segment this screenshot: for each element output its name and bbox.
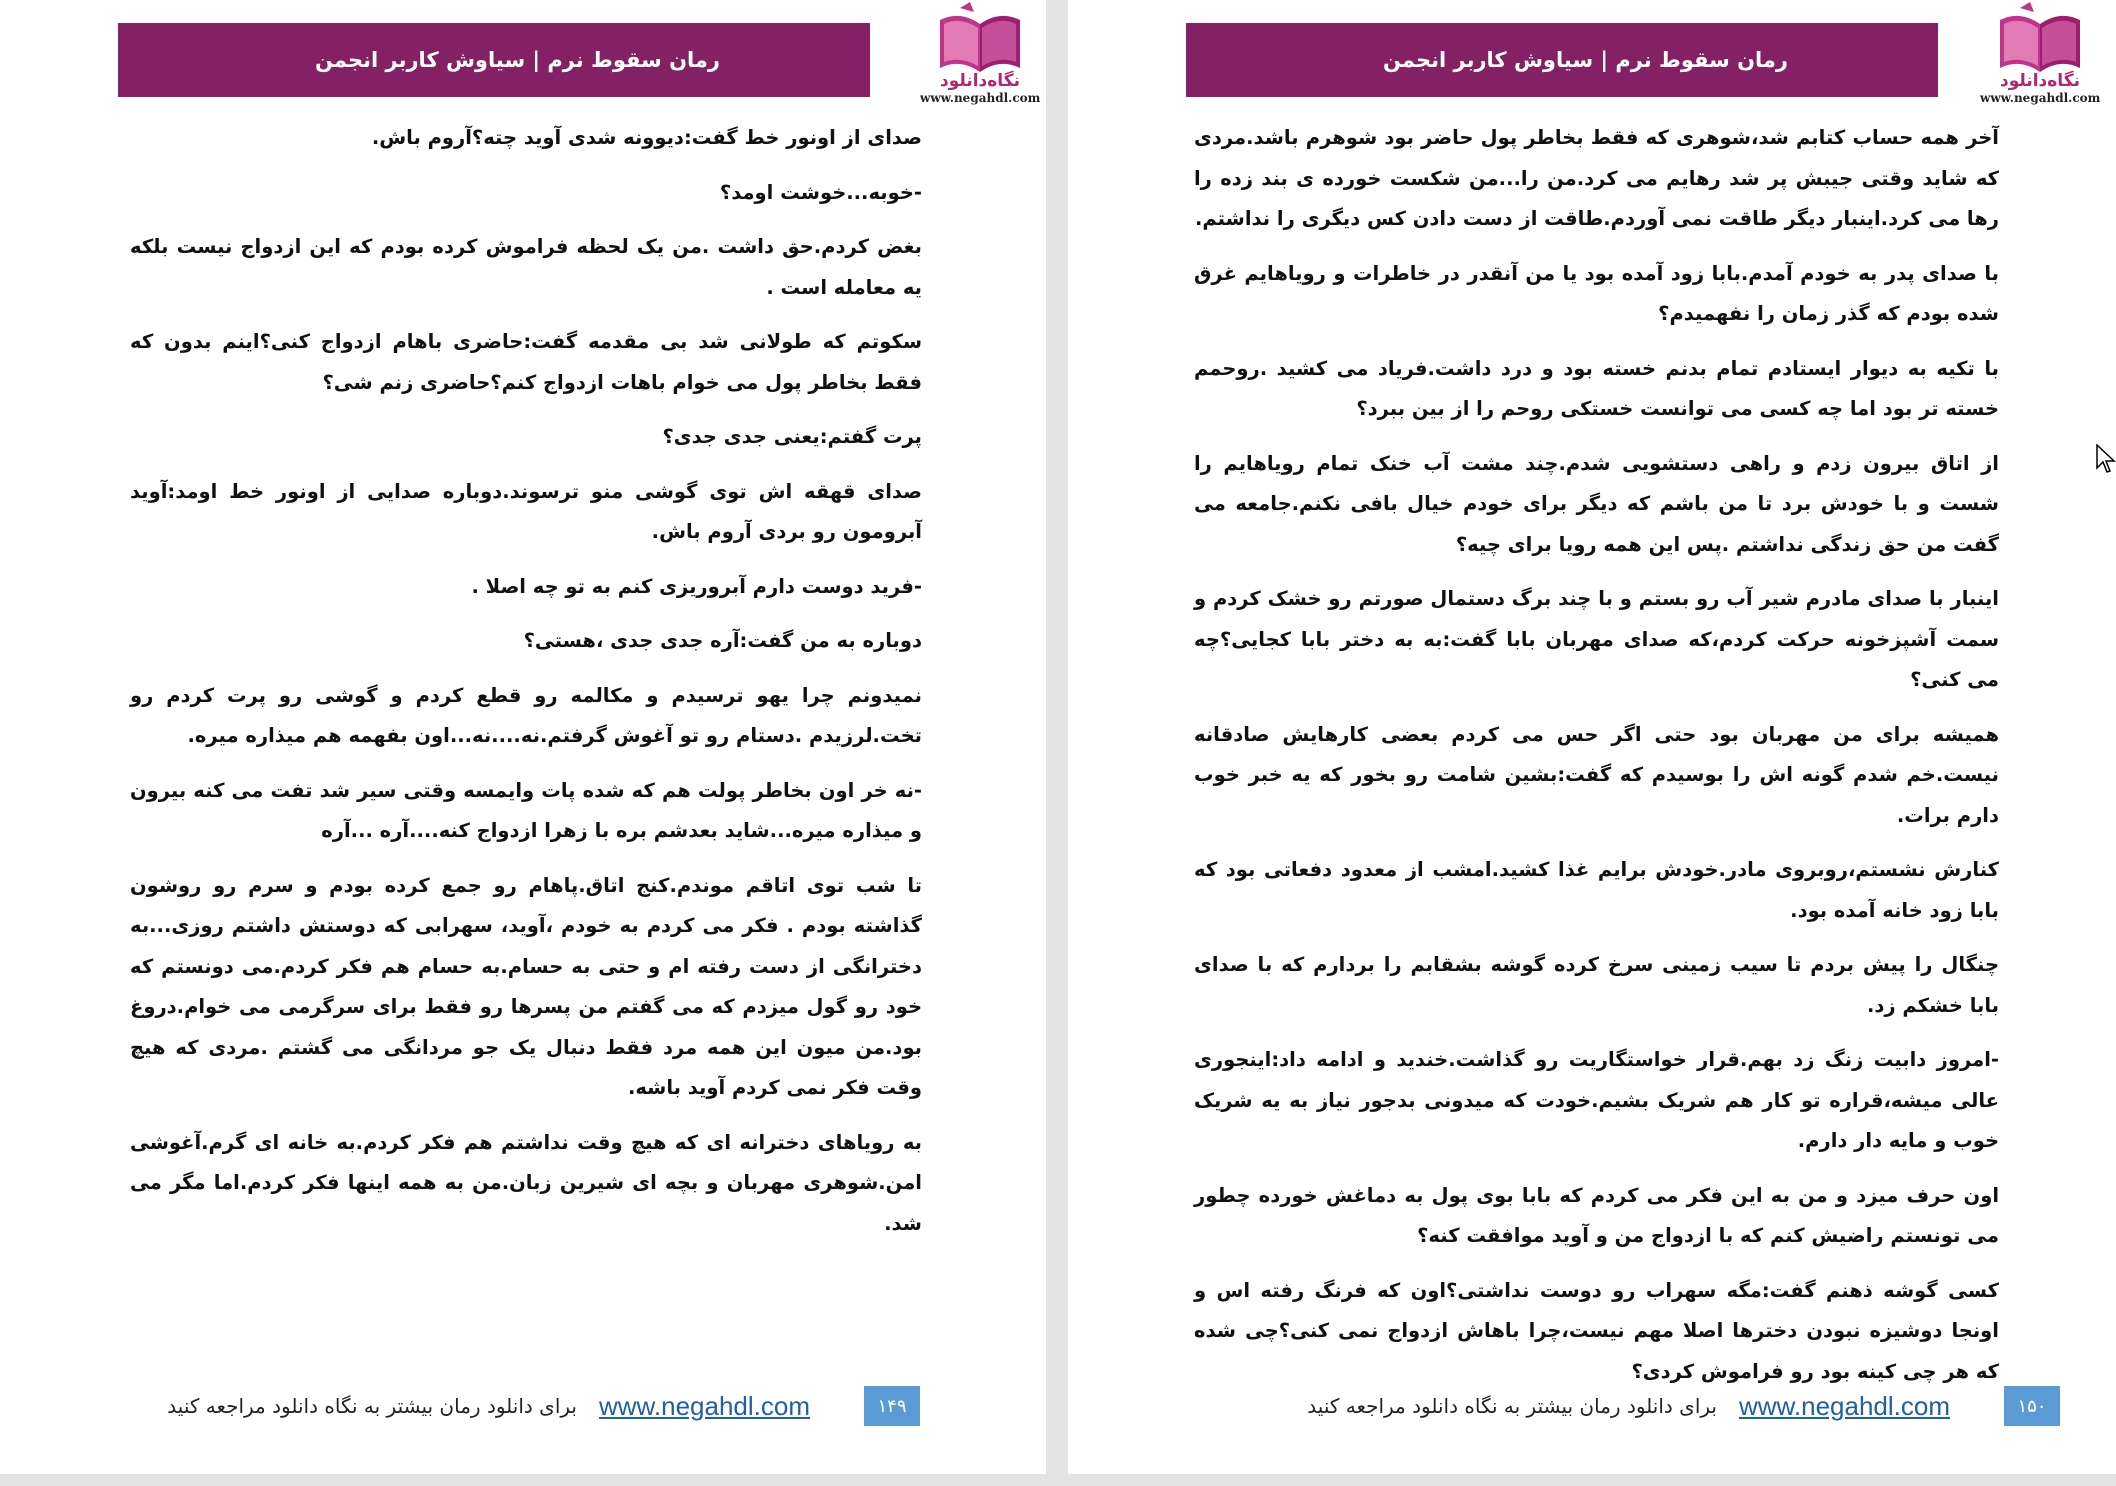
paragraph: -امروز دابیت زنگ زد بهم.قرار خواستگاریت رو گذاشت.خندید و ادامه داد:اینجوری عالی میشه،قراره تو کار هم شریک بشیم.خودت که میدونی بدجور نیاز به یه شریک خوب و مایه دار دارم. <box>1194 1048 1999 1152</box>
paragraph: همیشه برای من مهربان بود حتی اگر حس می کردم بعضی کارهایش صادقانه نیست.خم شدم گونه اش را بوسیدم که گفت:بشین شامت رو بخور که یه خبر خوب دارم برات. <box>1194 722 1999 827</box>
paragraph: -نه خر اون بخاطر پولت هم که شده پات وایمسه وقتی سیر شد تفت می کنه بیرون و میذاره میره...شاید بعدشم بره با زهرا ازدواج کنه....آره ...آره <box>130 778 922 842</box>
paragraph: اون حرف میزد و من به این فکر می کردم که بابا بوی پول به دماغش خورده چطور می تونستم راضیش کنم که با ازدواج من و آوید موافقت کنه؟ <box>1194 1183 1999 1247</box>
footer-link[interactable]: www.negahdl.com <box>1739 1390 1950 1421</box>
logo-url: www.negahdl.com <box>1980 91 2101 105</box>
paragraph: -فرید دوست دارم آبروریزی کنم به تو چه اصلا . <box>471 574 922 598</box>
header-title: رمان سقوط نرم | سیاوش کاربر انجمن <box>1383 48 1788 72</box>
paragraph: اینبار با صدای مادرم شیر آب رو بستم و با چند برگ دستمال صورتم رو خشک کردم و سمت آشپزخونه حرکت کردم،که صدای مهربان بابا گفت:به به دختر بابا کجایی؟چه می کنی؟ <box>1194 587 1999 691</box>
footer-note: برای دانلود رمان بیشتر به نگاه دانلود مراجعه کنید <box>1307 1394 1717 1418</box>
page-body <box>130 118 922 1258</box>
logo-text: نگاه‌دانلود <box>940 71 1020 91</box>
page-body <box>1194 118 1999 1406</box>
paragraph: صدای از اونور خط گفت:دیوونه شدی آوید چته؟آروم باش. <box>371 126 922 149</box>
book-logo-icon <box>930 2 1030 80</box>
paragraph: با تکیه به دیوار ایستادم تمام بدنم خسته بود و درد داشت.فریاد می کشید .روحمم خسته تر بود اما چه کسی می توانست خستکی روحم را از بین ببرد؟ <box>1194 356 1999 420</box>
page-149 <box>0 0 1046 1474</box>
page-footer <box>130 1384 920 1428</box>
logo-text: نگاه‌دانلود <box>2000 71 2080 91</box>
paragraph: از اتاق بیرون زدم و راهی دستشویی شدم.چند مشت آب خنک تمام رویاهایم را شست و با خودش برد تا من باشم که دیگر برای خودم خیال بافی نکنم.جامعه می گفت من حق زندگی نداشتم .پس این همه رویا برای چیه؟ <box>1194 451 1999 556</box>
page-footer <box>1194 1384 2060 1428</box>
page-number: ۱۴۹ <box>864 1386 920 1426</box>
header-title: رمان سقوط نرم | سیاوش کاربر انجمن <box>315 48 720 72</box>
paragraph: تا شب توی اتاقم موندم.کنج اتاق.پاهام رو جمع کرده بودم و سرم رو روشون گذاشته بودم . فکر می کردم به خودم ،آوید، سهرابی که دوستش داشتم روزی...به دخترانگی از دست رفته ام و حتی به حسام.به حسام هم فکر کردم.می دونستم که خود رو گول میزدم که می گفتم من پسرها رو فقط برای سرگرمی می خوام.دروغ بود.من میون این همه مرد فقط دنبال یک جو مردانگی می گشتم .مردی که هیچ وقت فکر نمی کردم آوید باشه. <box>130 873 922 1099</box>
paragraph: -خوبه...خوشت اومد؟ <box>719 180 922 204</box>
logo-url: www.negahdl.com <box>920 91 1041 105</box>
page-header <box>118 23 870 97</box>
paragraph: پرت گفتم:یعنی جدی جدی؟ <box>662 425 922 448</box>
paragraph: بغض کردم.حق داشت .من یک لحظه فراموش کرده بودم که این ازدواج نیست بلکه یه معامله است . <box>130 235 922 299</box>
site-logo <box>920 2 1040 120</box>
footer-note: برای دانلود رمان بیشتر به نگاه دانلود مراجعه کنید <box>167 1394 577 1418</box>
paragraph: چنگال را پیش بردم تا سیب زمینی سرخ کرده گوشه بشقابم را بردارم که با صدای بابا خشکم زد. <box>1194 953 1999 1017</box>
paragraph: دوباره به من گفت:آره جدی جدی ،هستی؟ <box>523 629 922 652</box>
paragraph: نمیدونم چرا یهو ترسیدم و مکالمه رو قطع کردم و گوشی رو پرت کردم رو تخت.لرزیدم .دستام رو تو آغوش گرفتم.نه....نه...اون بفهمه هم میذاره میره. <box>130 683 922 747</box>
page-header <box>1186 23 1938 97</box>
footer-link[interactable]: www.negahdl.com <box>599 1390 810 1421</box>
paragraph: کنارش نشستم،روبروی مادر.خودش برایم غذا کشید.امشب از معدود دفعاتی بود که بابا زود خانه آمده بود. <box>1194 858 1999 922</box>
paragraph: به رویاهای دخترانه ای که هیچ وقت نداشتم هم فکر کردم.به خانه ای گرم.آغوشی امن.شوهری مهربان و بچه ای شیرین زبان.من به همه اینها فکر کردم.اما مگر می شد. <box>130 1130 922 1235</box>
paragraph: آخر همه حساب کتابم شد،شوهری که فقط بخاطر پول حاضر بود شوهرم باشد.مردی که شاید وقتی جیبش پر شد رهایم می کرد.من را...من شکست خورده ی بند زده را رها می کرد.اینبار دیگر طاقت نمی آوردم.طاقت از دست دادن کس دیگری را نداشتم. <box>1194 126 1999 230</box>
site-logo <box>1980 2 2100 120</box>
paragraph: صدای قهقه اش توی گوشی منو ترسوند.دوباره صدایی از اونور خط اومد:آوید آبرومون رو بردی آروم باش. <box>130 479 922 543</box>
paragraph: با صدای پدر به خودم آمدم.بابا زود آمده بود یا من آنقدر در خاطرات و رویاهایم غرق شده بودم که گذر زمان را نفهمیدم؟ <box>1194 261 1999 325</box>
paragraph: سکوتم که طولانی شد بی مقدمه گفت:حاضری باهام ازدواج کنی؟اینم بدون که فقط بخاطر پول می خوام باهات ازدواج کنم؟حاضری زنم شی؟ <box>130 330 922 394</box>
page-number: ۱۵۰ <box>2004 1386 2060 1426</box>
mouse-cursor-icon <box>2096 444 2116 474</box>
book-logo-icon <box>1990 2 2090 80</box>
paragraph: کسی گوشه ذهنم گفت:مگه سهراب رو دوست نداشتی؟اون که فرنگ رفته اس و اونجا دوشیزه نبودن دخترها اصلا مهم نیست،چرا باهاش ازدواج نمی کنی؟چی شده که هر چی کینه بود رو فراموش کردی؟ <box>1194 1278 1999 1383</box>
page-150 <box>1068 0 2116 1474</box>
